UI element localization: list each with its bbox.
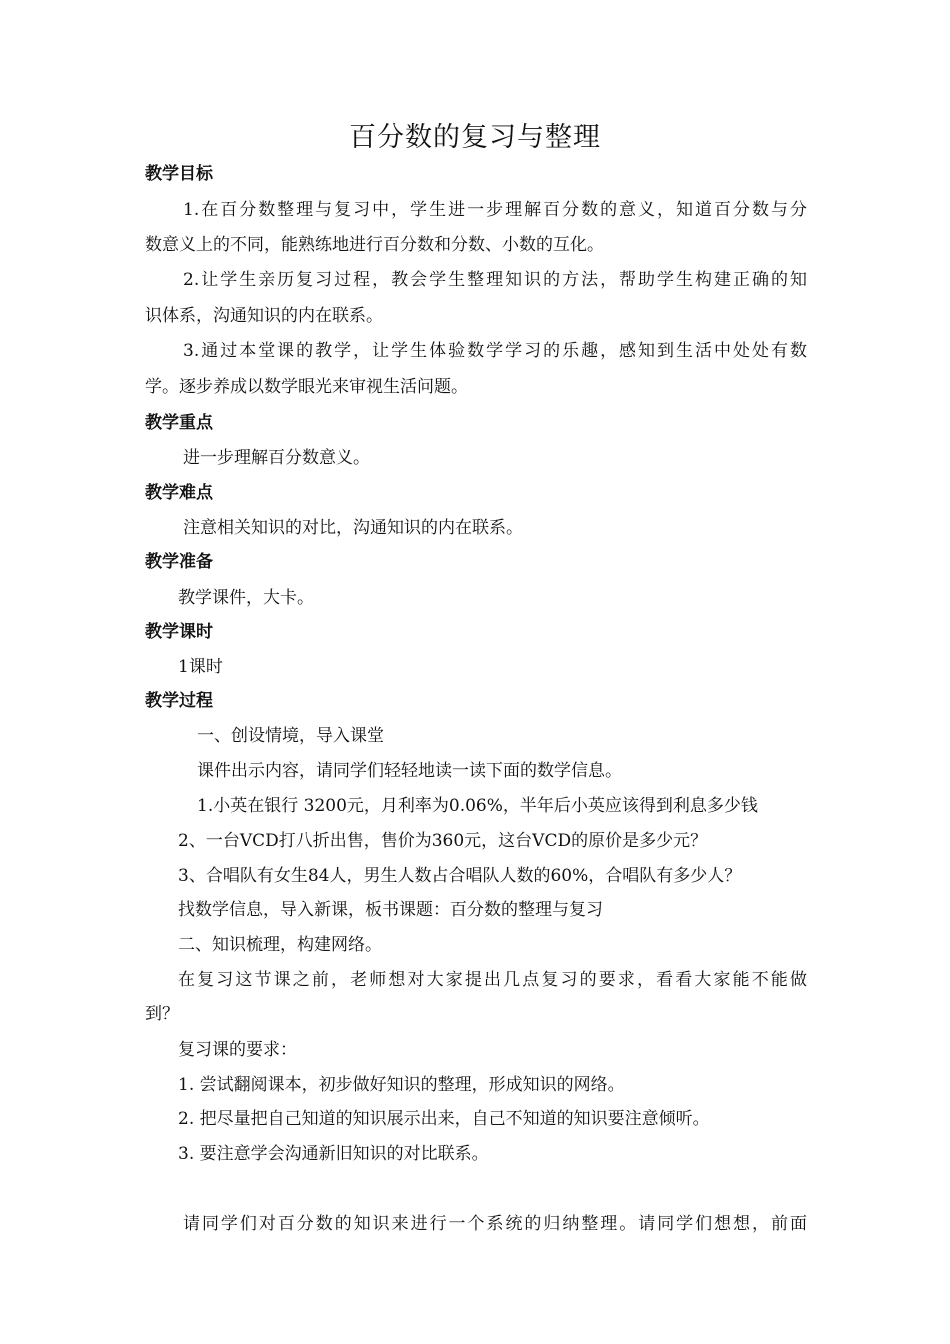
difficulties-text: 注意相关知识的对比，沟通知识的内在联系。 bbox=[183, 518, 523, 538]
preparation-text: 教学课件，大卡。 bbox=[178, 588, 314, 608]
process-question-3: 3、合唱队有女生84人，男生人数占合唱队人数的60%，合唱队有多少人？ bbox=[178, 866, 742, 886]
process-question-1: 1.小英在银行 3200元，月利率为0.06%，半年后小英应该得到利息多少钱 bbox=[197, 796, 758, 816]
goal-1-line-1: 1.在百分数整理与复习中，学生进一步理解百分数的意义，知道百分数与分 bbox=[183, 200, 807, 220]
goal-3-line-1: 3.通过本堂课的教学，让学生体验数学学习的乐趣，感知到生活中处处有数 bbox=[183, 341, 807, 361]
heading-teaching-goals: 教学目标 bbox=[145, 164, 213, 184]
process-step-1: 一、创设情境，导入课堂 bbox=[197, 726, 384, 746]
goal-1-line-2: 数意义上的不同，能熟练地进行百分数和分数、小数的互化。 bbox=[145, 235, 604, 255]
review-requirement-1: 1. 尝试翻阅课本，初步做好知识的整理，形成知识的网络。 bbox=[178, 1075, 625, 1095]
goal-2-line-1: 2.让学生亲历复习过程，教会学生整理知识的方法，帮助学生构建正确的知 bbox=[183, 270, 807, 290]
heading-difficulties: 教学难点 bbox=[145, 483, 213, 503]
goal-3-line-2: 学。逐步养成以数学眼光来审视生活问题。 bbox=[145, 377, 468, 397]
review-requirement-2: 2. 把尽量把自己知道的知识展示出来，自己不知道的知识要注意倾听。 bbox=[178, 1109, 710, 1129]
process-requirement-line-2: 到？ bbox=[145, 1004, 179, 1024]
heading-preparation: 教学准备 bbox=[145, 552, 213, 572]
heading-class-hours: 教学课时 bbox=[145, 622, 213, 642]
process-find-info: 找数学信息，导入新课，板书课题：百分数的整理与复习 bbox=[178, 900, 603, 920]
review-requirements-title: 复习课的要求： bbox=[178, 1040, 297, 1060]
document-title: 百分数的复习与整理 bbox=[349, 122, 601, 153]
heading-process: 教学过程 bbox=[145, 691, 213, 711]
process-step-2: 二、知识梳理，构建网络。 bbox=[178, 935, 382, 955]
process-requirement-line-1: 在复习这节课之前，老师想对大家提出几点复习的要求，看看大家能不能做 bbox=[178, 970, 807, 990]
class-hours-text: 1课时 bbox=[178, 657, 223, 677]
process-intro: 课件出示内容，请同学们轻轻地读一读下面的数学信息。 bbox=[197, 761, 622, 781]
closing-paragraph-line: 请同学们对百分数的知识来进行一个系统的归纳整理。请同学们想想，前面 bbox=[183, 1214, 807, 1234]
goal-2-line-2: 识体系，沟通知识的内在联系。 bbox=[145, 306, 383, 326]
heading-key-points: 教学重点 bbox=[145, 413, 213, 433]
review-requirement-3: 3. 要注意学会沟通新旧知识的对比联系。 bbox=[178, 1144, 489, 1164]
process-question-2: 2、一台VCD打八折出售，售价为360元，这台VCD的原价是多少元？ bbox=[178, 831, 708, 851]
key-points-text: 进一步理解百分数意义。 bbox=[183, 448, 370, 468]
